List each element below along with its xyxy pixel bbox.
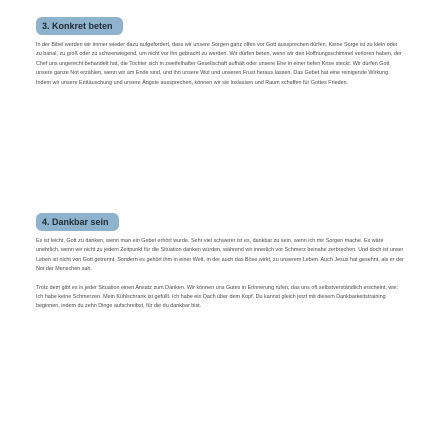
section-heading: 4. Dankbar sein: [36, 213, 119, 231]
paragraph: Es ist leicht, Gott zu danken, wenn man ein Gebet erhört wurde. Sehr viel schwerer ist es, dankbar zu sein, wenn ich mir Sorgen mache. Es wäre unehrlich, wenn wir nicht zu jedem Zeitpunkt für die Situation danken würden, während wir innerlich vor Schmerz beinahe zerbrechen. Und doch ist unser Leben ist nicht von Gott getrennt. Sondern es gehört ihm in einer Welt, in der auch das Böse wirkt, zu unserem Leben. Auch Jesus hat gesehnt, als er der Not der Menschen sah.: [36, 238, 404, 273]
paragraph: In der Bibel werden wir immer wieder dazu aufgefordert, dass wir unsere Sorgen ganz offen vor Gott aussprechen dürfen. Keine Sorge ist zu klein oder zu banal, zu groß oder zu schwerwiegend, um nicht vor ihn gebracht zu werden. Wir dürfen beten, wenn wir den Hoffnungsschimmel verloren haben, der Chef uns ungerecht behandelt hat, die Tochter sich in zweifelhafter Gesellschaft aufhält oder unsere Ehe in einer tiefen Krise steckt. Wir dürfen Gott unsere ganze Not erzählen, wenn wir am Ende sind, und ihn unsere Wut und unseren Frust heraus lassen. Das Gebet hat eine reinigende Wirkung. Indem wir unsere Enttäuschung und unsere Ängste aussprechen, können wir sie loslassen und Raum schaffen für Gottes Frieden.: [36, 42, 402, 86]
section-dankbar-sein: [36, 212, 404, 321]
paragraph: Trotz dem gibt es in jeder Situation einen Ansatz zum Danken. Wir können uns Gutes in Erinnerung rufen, das uns oft selbstverständlich erscheint, wie: Ich habe keine Schmerzen. Mein Kühlschrank ist gefüllt. Ich habe ein Dach über dem Kopf. Du kannst gleich jetzt mit diesem Dankbarkeitstraining beginnen, indem du zehn Dinge aufschreibst, für die du dankbar bist.: [36, 284, 399, 310]
section-konkret-beten: [36, 16, 404, 97]
section-heading: 3. Konkret beten: [36, 17, 123, 35]
